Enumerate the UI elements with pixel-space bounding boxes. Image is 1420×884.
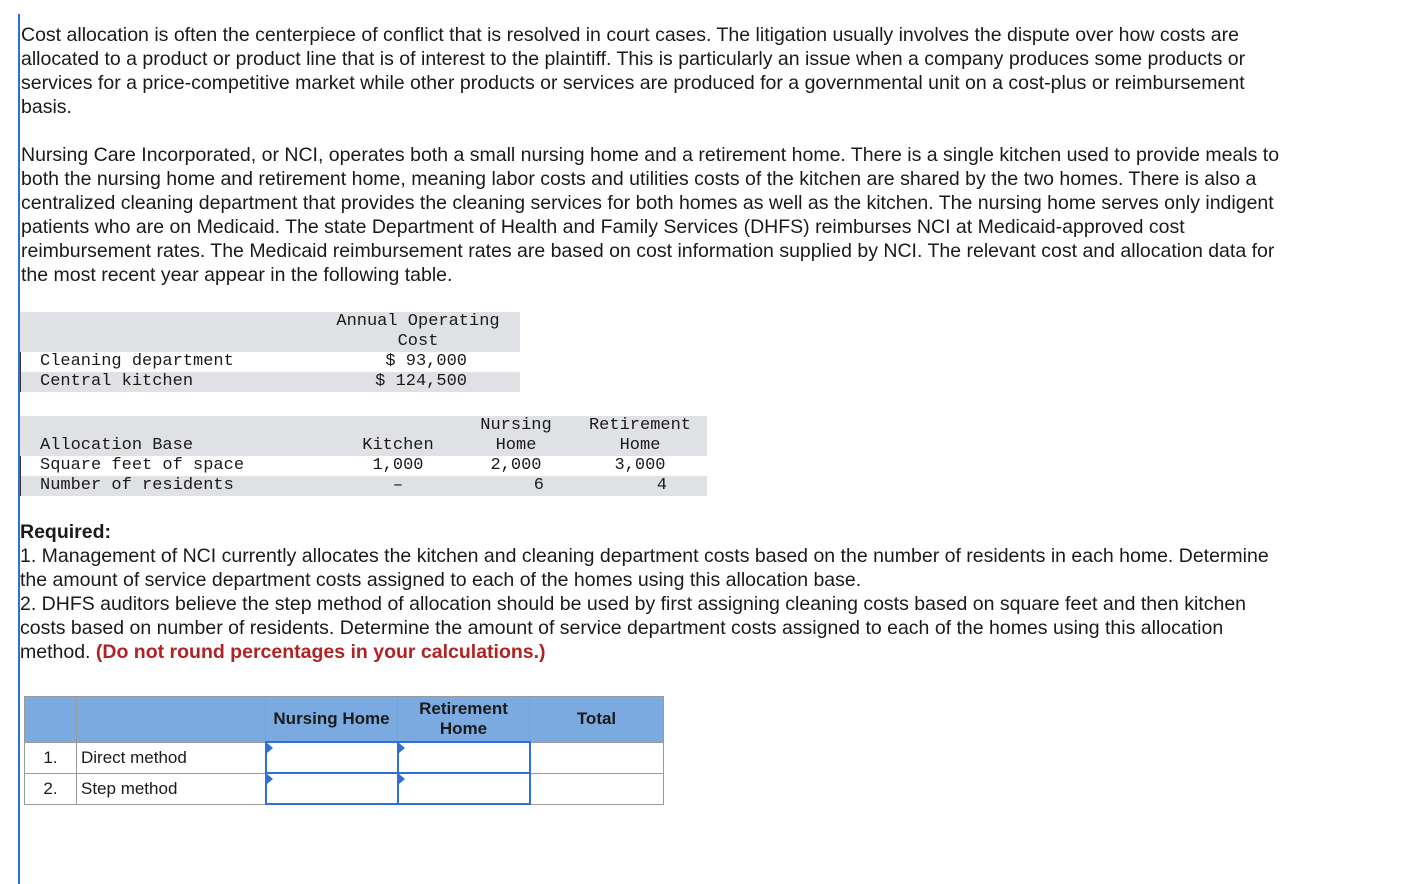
direct-nursing-field[interactable] <box>267 743 397 772</box>
alloc-col-retirement: Retirement <box>588 416 692 435</box>
step-nursing-field[interactable] <box>267 774 397 803</box>
answer-header-retirement-2: Home <box>439 719 488 738</box>
answer-table <box>24 696 664 805</box>
input-marker-icon <box>399 774 405 784</box>
row-label: Direct method <box>77 742 266 773</box>
rounding-note: (Do not round percentages in your calculations.) <box>95 641 546 663</box>
alloc-cell: 2,000 <box>490 456 542 475</box>
step-retirement-input[interactable] <box>398 773 530 804</box>
row-number: 1. <box>25 742 77 773</box>
answer-header-nursing: Nursing Home <box>266 697 398 743</box>
required-item-2-text: 2. DHFS auditors believe the step method of allocation should be used by first assigning cleaning costs based on square feet and then kitchen costs based on number of residents. Determine the amount of service department costs assigned to each of the homes using this allocation method. <box>20 593 1247 663</box>
cost-row-marker <box>20 352 21 392</box>
step-nursing-input[interactable] <box>266 773 398 804</box>
cost-header-line1: Annual Operating <box>336 312 500 331</box>
cost-row-value: $ 93,000 <box>385 352 467 371</box>
required-heading: Required: <box>20 521 112 543</box>
row-label: Step method <box>77 773 266 804</box>
alloc-col-nursing: Nursing <box>480 416 552 435</box>
answer-header-num <box>25 697 77 743</box>
direct-retirement-field[interactable] <box>399 743 529 772</box>
alloc-cell: 6 <box>533 476 544 495</box>
alloc-col-kitchen: Kitchen <box>362 436 434 455</box>
step-total-cell <box>530 773 664 804</box>
cost-row-label: Central kitchen <box>40 372 194 391</box>
alloc-cell: 4 <box>656 476 667 495</box>
answer-header-retirement-1: Retirement <box>419 699 508 718</box>
alloc-cell: – <box>392 476 404 495</box>
answer-header-label <box>77 697 266 743</box>
direct-total-cell <box>530 742 664 773</box>
row-number: 2. <box>25 773 77 804</box>
alloc-row-label: Square feet of space <box>40 456 245 475</box>
alloc-header-label: Allocation Base <box>40 436 194 455</box>
input-marker-icon <box>267 774 273 784</box>
direct-nursing-input[interactable] <box>266 742 398 773</box>
cost-header-line2: Cost <box>397 332 439 351</box>
answer-header-retirement <box>398 697 530 743</box>
required-item-1: 1. Management of NCI currently allocates the kitchen and cleaning department costs based on the number of residents in each home. Determine the amount of service department costs assigned to each of the homes using this allocation base. <box>20 545 1269 591</box>
answer-header-total: Total <box>530 697 664 743</box>
alloc-col-nursing-2: Home <box>495 436 537 455</box>
alloc-row-marker <box>20 456 21 496</box>
table-row <box>25 773 664 804</box>
direct-retirement-input[interactable] <box>398 742 530 773</box>
alloc-row-label: Number of residents <box>40 476 234 495</box>
answer-header-row <box>25 697 664 743</box>
alloc-cell: 1,000 <box>372 456 424 475</box>
scenario-paragraph: Nursing Care Incorporated, or NCI, operates both a small nursing home and a retirement home. There is a single kitchen used to provide meals to both the nursing home and retirement home, meaning labor costs and utilities costs of the kitchen are shared by the two homes. There is also a centralized cleaning department that provides the cleaning services for both homes as well as the kitchen. The nursing home serves only indigent patients who are on Medicaid. The state Department of Health and Family Services (DHFS) reimburses NCI at Medicaid-approved cost reimbursement rates. The Medicaid reimbursement rates are based on cost information supplied by NCI. The relevant cost and allocation data for the most recent year appear in the following table. <box>21 144 1280 286</box>
cost-row-label: Cleaning department <box>40 352 234 371</box>
alloc-cell: 3,000 <box>614 456 666 475</box>
intro-paragraph: Cost allocation is often the centerpiece of conflict that is resolved in court cases. The litigation usually involves the dispute over how costs are allocated to a product or product line that is of interest to the plaintiff. This is particularly an issue when a company produces some products or services for a price-competitive market while other products or services are produced for a governmental unit on a cost-plus or reimbursement basis. <box>21 24 1246 118</box>
cost-row-value: $ 124,500 <box>375 372 467 391</box>
input-marker-icon <box>267 743 273 753</box>
alloc-col-retirement-2: Home <box>619 436 661 455</box>
required-item-2 <box>20 592 1290 664</box>
input-marker-icon <box>399 743 405 753</box>
table-row <box>25 742 664 773</box>
step-retirement-field[interactable] <box>399 774 529 803</box>
required-section <box>20 520 1290 664</box>
